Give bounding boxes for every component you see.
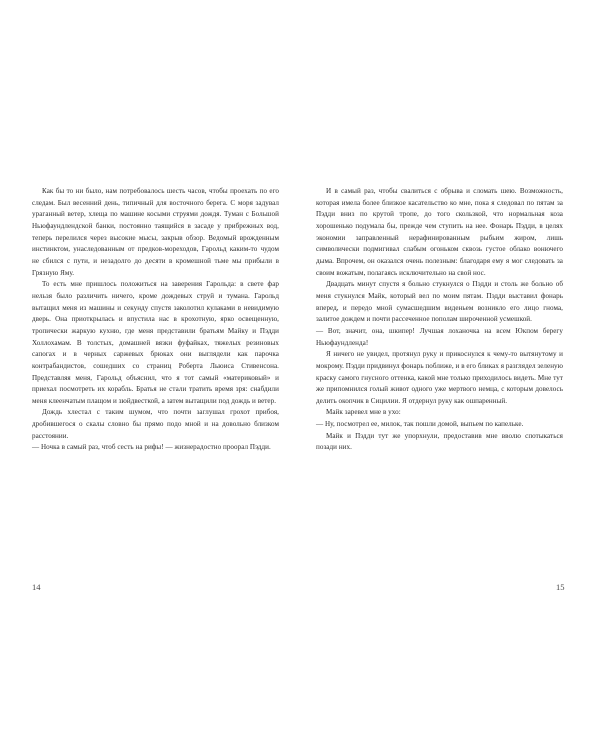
right-paragraph-7: Майк и Пэдди тут же упорхнули, предоставив мне вволю спотыкаться позади них. [316, 431, 563, 452]
right-paragraph-4: Я ничего не увидел, протянул руку и прикоснулся к чему-то вытянутому и мокрому. Пэдди придвинул фонарь поближе, и в его бликах я разглядел зеленую краску самого гнусного оттенка, какой мне только приходилось видеть. Мне тут же припомнился голый живот одного уже мертвого немца, с которым довелось делить окопчик в Сицилии. Я отдернул руку как ошпаренный. [316, 350, 563, 405]
right-paragraph-6: — Ну, посмотрел ее, милок, так пошли домой, выпьем по капельке. [316, 420, 524, 429]
right-page [316, 186, 563, 454]
right-paragraph-2: Двадцать минут спустя я больно стукнулся о Пэдди и столь же больно об меня стукнулся Майк, который вел по моим пятам. Пэдди выставил фонарь вперед, и передо мной сумасшедшим виденьем возникло его лицо гнома, залитое дождем и почти рассеченное пополам широченной усмешкой. [316, 280, 563, 324]
right-paragraph-5: Майк заревел мне в ухо: [326, 408, 401, 417]
page-number-left: 14 [32, 582, 41, 592]
left-paragraph-2: То есть мне пришлось положиться на заверения Гарольда: в свете фар нельзя было различить ничего, кроме дождевых струй и тумана. Гарольд вытащил меня из машины и секунду спустя заколотил кулаками в невидимую дверь. Она приоткрылась и впустила нас в крохотную, ярко освещенную, тропически жаркую кухню, где меня представили братьям Майку и Пэдди Холлохамам. В толстых, домашней вязки фуфайках, тяжелых резиновых сапогах и в черных саржевых брюках они выглядели как парочка контрабандистов, сошедших со страниц Роберта Льюиса Стивенсона. Представляя меня, Гарольд объяснил, что я тот самый «материковый» и приехал посмотреть их корабль. Братья не стали тратить время зря: снабдили меня клеенчатым плащом и зюйдвесткой, а затем вытащили под дождь и ветер. [32, 280, 279, 405]
right-paragraph-1: И в самый раз, чтобы свалиться с обрыва и сломать шею. Возможность, которая имела более близкое касательство ко мне, пока я следовал по пятам за Пэдди вниз по крутой тропе, до того скользкой, что нормальная коза хорошенько подумала бы, прежде чем ступить на нее. Фонарь Пэдди, в целях экономии заправленный нерафинированным рыбьим жиром, лишь символически подмигивал слабым огоньком сквозь густое облако вонючего дыма. Впрочем, он оказался очень полезным: благодаря ему я мог следовать за своим вожатым, полагаясь исключительно на свой нос. [316, 187, 563, 277]
right-paragraph-3: — Вот, значит, она, шкипер! Лучшая лоханочка на всем Юкпом берегу Ньюфаундленда! [316, 326, 563, 347]
left-paragraph-3: Дождь хлестал с таким шумом, что почти заглушал грохот прибоя, дробившегося о скалы словно бы прямо подо мной и на довольно близком расстоянии. [32, 408, 279, 440]
left-page [32, 186, 279, 454]
left-paragraph-4: — Ночка в самый раз, чтоб сесть на рифы! — жизнерадостно проорал Пэдди. [32, 443, 271, 452]
page-number-right: 15 [556, 582, 565, 592]
left-paragraph-1: Как бы то ни было, нам потребовалось шесть часов, чтобы проехать по его следам. Был весенний день, типичный для восточного берега. С моря задувал ураганный ветер, хлеща по машине косыми струями дождя. Туман с Большой Ньюфаундлендской банки, постоянно таящийся в засаде у прибрежных вод, теперь перелился через высокие мысы, закрыв обзор. Ведомый врожденным инстинктом, унаследованным от предков-мореходов, Гарольд каким-то чудом не сбился с пути, и незадолго до десяти в кромешной тьме мы прибыли в Грязную Яму. [32, 187, 279, 277]
